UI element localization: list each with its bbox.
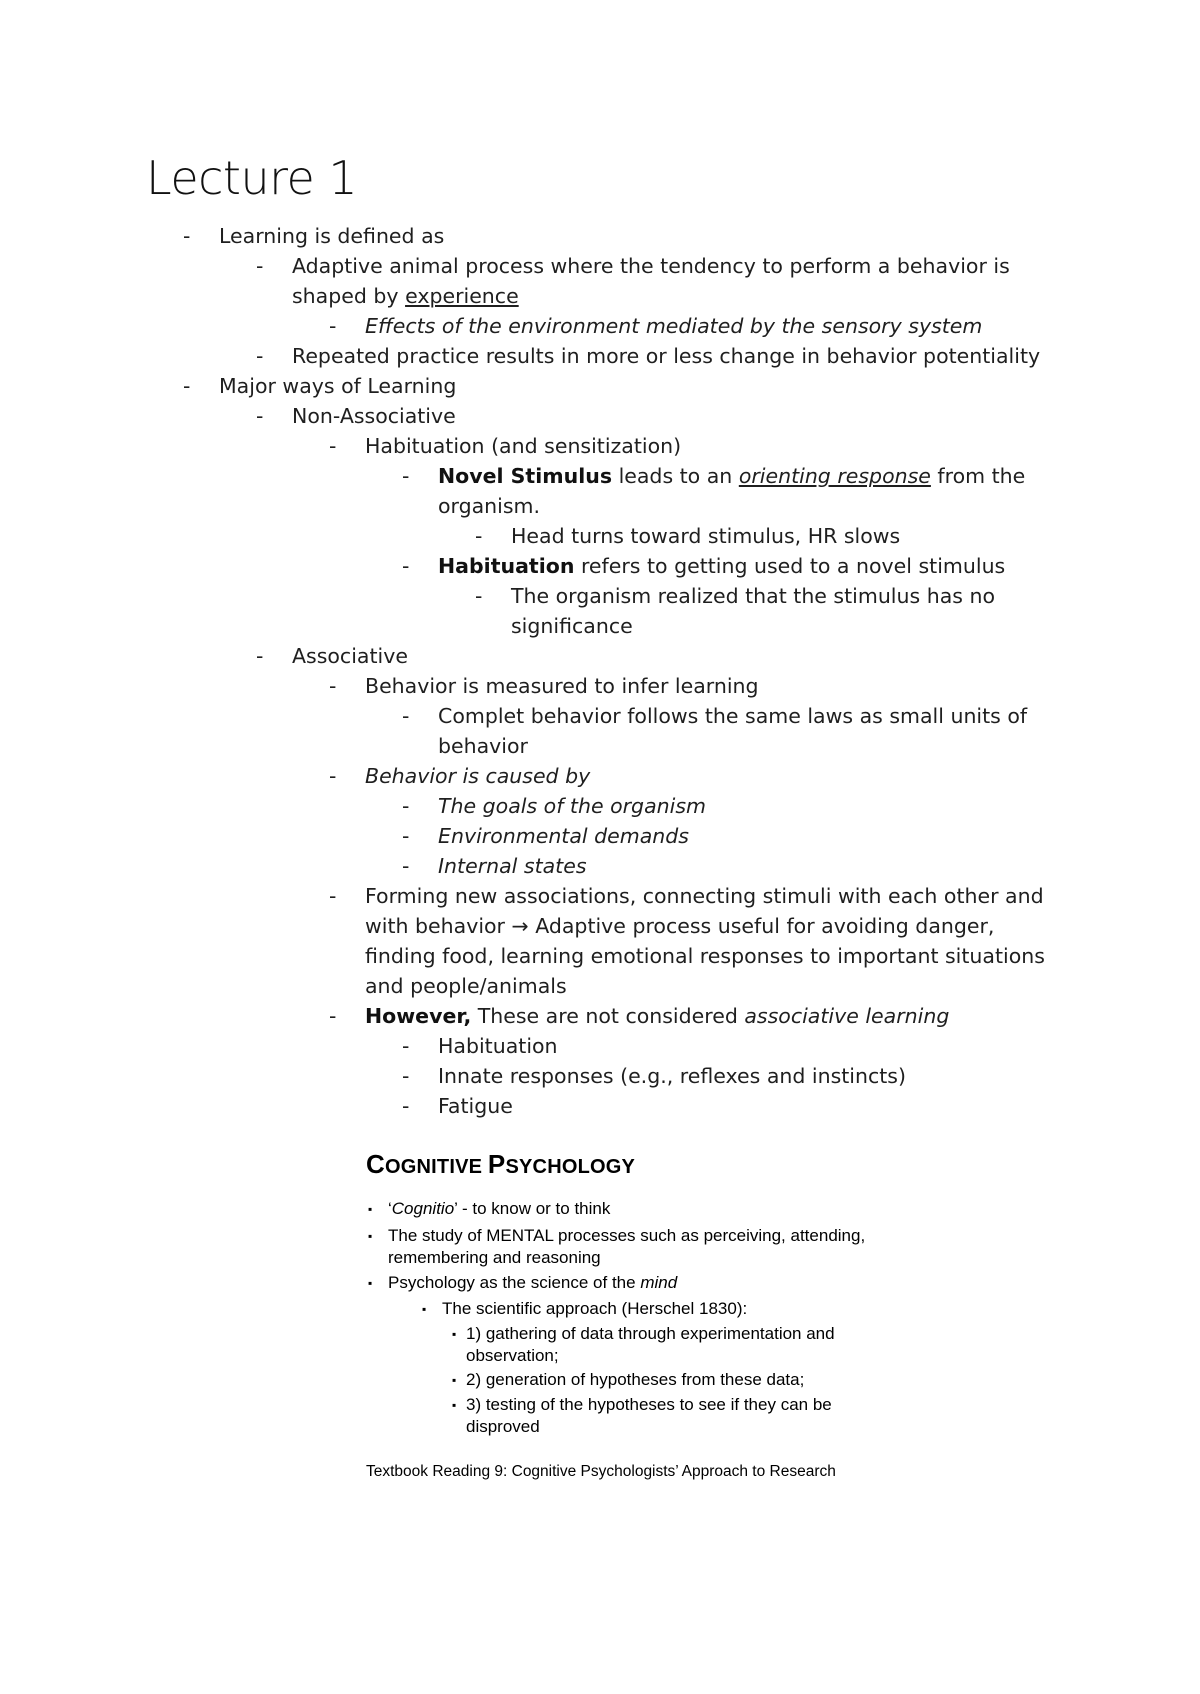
- text-run: Innate responses (e.g., reflexes and instincts): [438, 1064, 906, 1088]
- outline-item-level-3: [0, 461, 1200, 491]
- text-run: Behavior is caused by: [365, 764, 591, 788]
- text-run: Head turns toward stimulus, HR slows: [511, 524, 901, 548]
- text-run: Fatigue: [438, 1094, 513, 1118]
- text-run: P: [487, 1149, 506, 1179]
- text-run: Effects of the environment mediated by the sensory system: [365, 314, 983, 338]
- outline-item-text: [438, 491, 540, 521]
- outline-item-text: [511, 581, 995, 611]
- text-run: Non-Associative: [292, 404, 456, 428]
- slide-bullet-text: [388, 1247, 601, 1269]
- slide-bullet-text: [466, 1416, 540, 1438]
- outline-item-level-1: [0, 401, 1200, 431]
- outline-item-level-2: [0, 311, 1200, 341]
- outline-item-text: [511, 611, 633, 641]
- square-bullet-icon: ▪: [368, 1276, 373, 1290]
- text-run: The study of MENTAL processes such as perceiving, attending,: [388, 1226, 866, 1245]
- text-run: 2) generation of hypotheses from these data;: [466, 1370, 805, 1389]
- text-run: Psychology as the science of the: [388, 1273, 641, 1292]
- outline-item-level-3: [0, 791, 1200, 821]
- text-run: These are not considered: [471, 1004, 745, 1028]
- outline-item-text: [438, 1091, 513, 1121]
- outline-item-level-3: [0, 1031, 1200, 1061]
- dash-bullet-icon: -: [475, 524, 483, 548]
- slide-bullet-text: [466, 1323, 835, 1345]
- square-bullet-icon: ▪: [368, 1202, 373, 1216]
- outline-item-level-2: [0, 431, 1200, 461]
- outline-item-text: [365, 911, 994, 941]
- text-run: refers to getting used to a novel stimulus: [574, 554, 1006, 578]
- text-run: Habituation: [438, 554, 575, 578]
- slide-bullet-text: [388, 1272, 677, 1294]
- dash-bullet-icon: -: [402, 854, 410, 878]
- outline-item-level-2: [0, 881, 1200, 911]
- outline-item-level-4: [0, 521, 1200, 551]
- dash-bullet-icon: -: [329, 1004, 337, 1028]
- slide-bullet-text: [466, 1345, 559, 1367]
- outline-item-text: [365, 971, 567, 1001]
- outline-item-level-2: [0, 911, 1200, 941]
- text-run: experience: [405, 284, 519, 308]
- outline-item-text: [219, 221, 444, 251]
- text-run: Behavior is measured to infer learning: [365, 674, 759, 698]
- outline-item-level-2: [0, 971, 1200, 1001]
- outline-item-text: [438, 851, 587, 881]
- lecture-notes-list: [0, 221, 1200, 1121]
- outline-item-text: [365, 1001, 949, 1031]
- text-run: Environmental demands: [438, 824, 689, 848]
- dash-bullet-icon: -: [256, 644, 264, 668]
- outline-item-text: [292, 401, 456, 431]
- text-run: Habituation (and sensitization): [365, 434, 682, 458]
- text-run: ‘: [388, 1199, 392, 1218]
- dash-bullet-icon: -: [402, 704, 410, 728]
- slide-bullet-text: [442, 1298, 747, 1320]
- text-run: The scientific approach (Herschel 1830):: [442, 1299, 748, 1318]
- outline-item-level-1: [0, 641, 1200, 671]
- outline-item-level-0: [0, 221, 1200, 251]
- outline-item-text: [365, 881, 1044, 911]
- embedded-slide-image: [366, 1148, 926, 1488]
- outline-item-level-4: [0, 611, 1200, 641]
- dash-bullet-icon: -: [402, 1094, 410, 1118]
- text-run: finding food, learning emotional responses to important situations: [365, 944, 1045, 968]
- slide-caption: Textbook Reading 9: Cognitive Psychologists’ Approach to Research: [366, 1463, 836, 1480]
- dash-bullet-icon: -: [329, 434, 337, 458]
- outline-item-level-2: [0, 671, 1200, 701]
- outline-item-text: [438, 701, 1027, 731]
- square-bullet-icon: ▪: [368, 1229, 373, 1243]
- outline-item-level-3: [0, 821, 1200, 851]
- outline-item-text: [365, 761, 590, 791]
- dash-bullet-icon: -: [183, 374, 191, 398]
- text-run: associative learning: [744, 1004, 950, 1028]
- page-title: Lecture 1: [146, 151, 358, 205]
- text-run: C: [366, 1149, 385, 1179]
- outline-item-level-2: [0, 761, 1200, 791]
- text-run: and people/animals: [365, 974, 567, 998]
- text-run: OGNITIVE: [384, 1156, 488, 1178]
- outline-item-text: [438, 731, 528, 761]
- outline-item-text: [219, 371, 456, 401]
- text-run: Adaptive animal process where the tendency to perform a behavior is: [292, 254, 1010, 278]
- text-run: Major ways of Learning: [219, 374, 457, 398]
- dash-bullet-icon: -: [329, 314, 337, 338]
- text-run: shaped by: [292, 284, 406, 308]
- outline-item-text: [438, 821, 689, 851]
- outline-item-text: [365, 431, 681, 461]
- text-run: orienting response: [738, 464, 931, 488]
- text-run: Repeated practice results in more or less change in behavior potentiality: [292, 344, 1041, 368]
- text-run: observation;: [466, 1346, 559, 1365]
- square-bullet-icon: ▪: [452, 1373, 457, 1387]
- dash-bullet-icon: -: [256, 404, 264, 428]
- text-run: significance: [511, 614, 633, 638]
- dash-bullet-icon: -: [329, 884, 337, 908]
- outline-item-level-1: [0, 341, 1200, 371]
- text-run: 1) gathering of data through experimentation and: [466, 1324, 835, 1343]
- text-run: leads to an: [612, 464, 739, 488]
- text-run: remembering and reasoning: [388, 1248, 601, 1267]
- text-run: However,: [365, 1004, 472, 1028]
- outline-item-text: [292, 281, 519, 311]
- outline-item-level-3: [0, 551, 1200, 581]
- outline-item-level-3: [0, 851, 1200, 881]
- outline-item-level-3: [0, 701, 1200, 731]
- outline-item-level-4: [0, 581, 1200, 611]
- text-run: The organism realized that the stimulus has no: [511, 584, 995, 608]
- text-run: mind: [640, 1273, 678, 1292]
- dash-bullet-icon: -: [475, 584, 483, 608]
- outline-item-level-0: [0, 371, 1200, 401]
- square-bullet-icon: ▪: [452, 1327, 457, 1341]
- text-run: disproved: [466, 1417, 540, 1436]
- outline-item-text: [438, 551, 1005, 581]
- dash-bullet-icon: -: [402, 794, 410, 818]
- text-run: with behavior → Adaptive process useful for avoiding danger,: [365, 914, 995, 938]
- square-bullet-icon: ▪: [422, 1302, 427, 1316]
- dash-bullet-icon: -: [402, 554, 410, 578]
- outline-item-level-2: [0, 1001, 1200, 1031]
- outline-item-level-3: [0, 1091, 1200, 1121]
- text-run: Forming new associations, connecting stimuli with each other and: [365, 884, 1044, 908]
- dash-bullet-icon: -: [402, 1064, 410, 1088]
- outline-item-level-3: [0, 491, 1200, 521]
- text-run: The goals of the organism: [438, 794, 706, 818]
- outline-item-text: [438, 1061, 906, 1091]
- dash-bullet-icon: -: [256, 254, 264, 278]
- text-run: 3) testing of the hypotheses to see if they can be: [466, 1395, 832, 1414]
- outline-item-level-1: [0, 281, 1200, 311]
- slide-bullet-text: [466, 1369, 804, 1391]
- slide-bullet-text: [466, 1394, 832, 1416]
- slide-title: [366, 1148, 635, 1183]
- text-run: Habituation: [438, 1034, 558, 1058]
- text-run: Complet behavior follows the same laws as small units of: [438, 704, 1028, 728]
- text-run: Learning is defined as: [219, 224, 445, 248]
- text-run: organism.: [438, 494, 541, 518]
- outline-item-text: [292, 341, 1040, 371]
- dash-bullet-icon: -: [329, 764, 337, 788]
- outline-item-text: [438, 1031, 558, 1061]
- outline-item-level-3: [0, 1061, 1200, 1091]
- dash-bullet-icon: -: [256, 344, 264, 368]
- outline-item-text: [292, 251, 1010, 281]
- outline-item-text: [292, 641, 408, 671]
- text-run: Novel Stimulus: [438, 464, 613, 488]
- text-run: ’ - to know or to think: [454, 1199, 611, 1218]
- outline-item-text: [365, 671, 759, 701]
- outline-item-text: [365, 941, 1045, 971]
- dash-bullet-icon: -: [402, 464, 410, 488]
- outline-item-text: [438, 461, 1025, 491]
- dash-bullet-icon: -: [329, 674, 337, 698]
- slide-bullet-text: [388, 1198, 610, 1220]
- text-run: SYCHOLOGY: [505, 1156, 636, 1178]
- outline-item-level-2: [0, 941, 1200, 971]
- dash-bullet-icon: -: [402, 1034, 410, 1058]
- dash-bullet-icon: -: [183, 224, 191, 248]
- outline-item-text: [511, 521, 900, 551]
- square-bullet-icon: ▪: [452, 1398, 457, 1412]
- dash-bullet-icon: -: [402, 824, 410, 848]
- text-run: from the: [930, 464, 1026, 488]
- text-run: Internal states: [438, 854, 587, 878]
- slide-bullet-text: [388, 1225, 865, 1247]
- text-run: Associative: [292, 644, 408, 668]
- text-run: Cognitio: [391, 1199, 455, 1218]
- text-run: behavior: [438, 734, 528, 758]
- outline-item-level-1: [0, 251, 1200, 281]
- outline-item-text: [438, 791, 706, 821]
- outline-item-level-3: [0, 731, 1200, 761]
- outline-item-text: [365, 311, 982, 341]
